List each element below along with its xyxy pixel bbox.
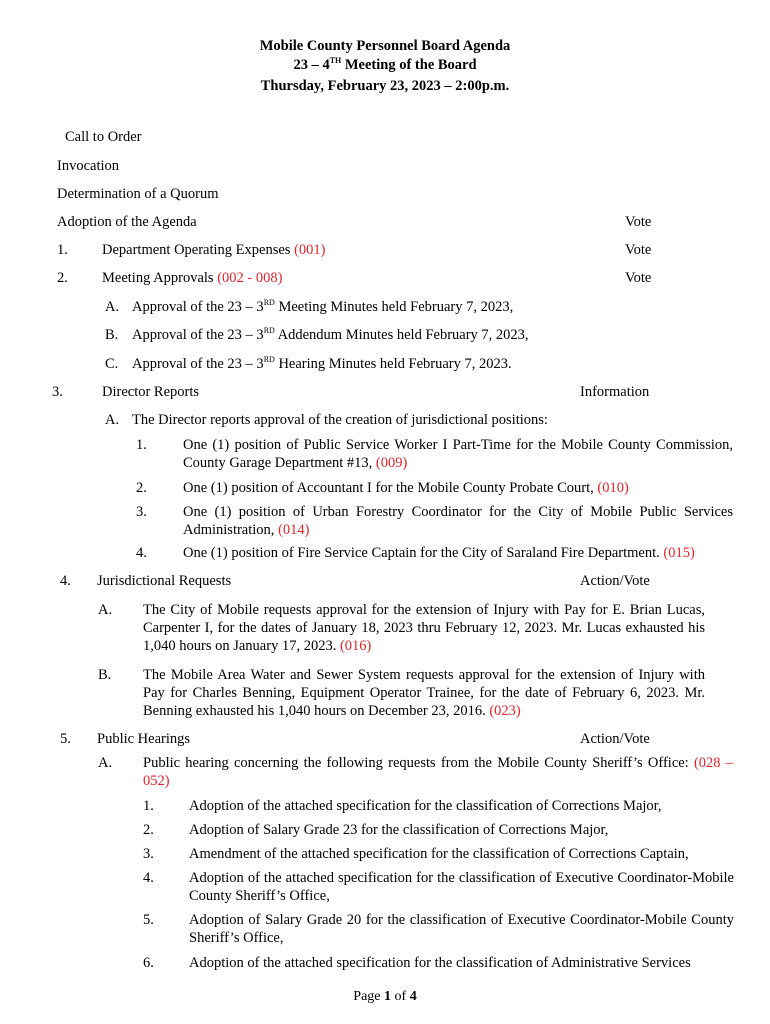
hearing-text: Adoption of Salary Grade 23 for the classification of Corrections Major, [189, 822, 609, 838]
request-letter: A. [98, 602, 113, 618]
item-number: 5. [60, 731, 71, 747]
hearing-text: Adoption of the attached specification for the classification of Administrative Services [189, 955, 691, 971]
sub-letter: C. [105, 356, 119, 372]
position-ref: (014) [278, 522, 310, 538]
position-text: One (1) position of Public Service Worker I Part-Time for the Mobile County Commission, County Garage Department #13, (009) [183, 437, 733, 471]
position-number: 3. [136, 504, 147, 520]
item-number: 1. [57, 242, 68, 258]
item-title: Director Reports [102, 384, 200, 400]
hearing-number: 4. [143, 870, 154, 886]
invocation: Invocation [57, 158, 120, 174]
position-number: 1. [136, 437, 147, 453]
minutes-approval: Approval of the 23 – 3RD Hearing Minutes held February 7, 2023. [132, 355, 512, 372]
agenda-title: Mobile County Personnel Board Agenda [259, 38, 511, 54]
hearing-number: 1. [143, 798, 154, 814]
item-number: 2. [57, 270, 68, 286]
quorum: Determination of a Quorum [57, 186, 219, 202]
position-ref: (015) [663, 545, 695, 561]
call-to-order: Call to Order [65, 129, 142, 145]
hearing-text: Adoption of the attached specification for the classification of Corrections Major, [189, 798, 662, 814]
hearing-text: Adoption of Salary Grade 20 for the classification of Executive Coordinator-Mobile County Sheriff’s Office, [189, 912, 734, 946]
item-ref: (001) [294, 242, 326, 258]
minutes-approval: Approval of the 23 – 3RD Addendum Minutes held February 7, 2023, [132, 326, 529, 343]
request-ref: (023) [489, 703, 521, 719]
meeting-date: Thursday, February 23, 2023 – 2:00p.m. [260, 78, 510, 94]
hearing-text: Adoption of the attached specification for the classification of Executive Coordinator-Mobile County Sheriff’s Office, [189, 870, 734, 904]
hearing-number: 6. [143, 955, 154, 971]
position-number: 4. [136, 545, 147, 561]
sub-letter: A. [105, 299, 120, 315]
request-text: The Mobile Area Water and Sewer System requests approval for the extension of Injury with Pay for Charles Benning, Equipment Operator Trainee, for the date of February 6, 2023. Mr. Benning exhausted his 1,040 hours on December 23, 2016. (023) [143, 667, 705, 719]
sub-letter: A. [98, 755, 113, 771]
position-ref: (009) [375, 455, 408, 471]
hearing-text: Amendment of the attached specification for the classification of Corrections Captain, [189, 846, 689, 862]
position-text: One (1) position of Fire Service Captain for the City of Saraland Fire Department. (015) [183, 545, 695, 561]
minutes-approval: Approval of the 23 – 3RD Meeting Minutes held February 7, 2023, [132, 298, 514, 315]
public-hearing-text: Public hearing concerning the following requests from the Mobile County Sheriff’s Office: (028 – 052) [143, 755, 733, 789]
position-number: 2. [136, 480, 147, 496]
position-text: One (1) position of Urban Forestry Coordinator for the City of Mobile Public Services Administration, (014) [183, 504, 733, 538]
item-action: Vote [625, 242, 652, 258]
item-number: 4. [60, 573, 71, 589]
hearing-number: 3. [143, 846, 154, 862]
item-title: Jurisdictional Requests [97, 573, 232, 589]
hearing-number: 2. [143, 822, 154, 838]
item-action: Vote [625, 270, 652, 286]
sub-letter: A. [105, 412, 120, 428]
director-report-text: The Director reports approval of the creation of jurisdictional positions: [132, 412, 548, 428]
item-number: 3. [52, 384, 63, 400]
adoption-of-agenda: Adoption of the Agenda [57, 214, 197, 230]
meeting-number: 23 – 4TH Meeting of the Board [293, 56, 477, 73]
item-title: Meeting Approvals (002 - 008) [102, 270, 283, 286]
hearing-number: 5. [143, 912, 154, 928]
page-number: Page 1 of 4 [353, 989, 417, 1004]
item-action: Information [580, 384, 650, 400]
request-ref: (016) [339, 638, 372, 654]
position-text: One (1) position of Accountant I for the Mobile County Probate Court, (010) [183, 480, 629, 496]
position-ref: (010) [597, 480, 629, 496]
item-title: Public Hearings [97, 731, 191, 747]
item-ref: (002 - 008) [217, 270, 283, 286]
hearing-ref: (028 – 052) [143, 755, 733, 789]
item-action: Action/Vote [580, 573, 650, 589]
request-letter: B. [98, 667, 112, 683]
sub-letter: B. [105, 327, 119, 343]
item-title: Department Operating Expenses (001) [102, 242, 326, 258]
item-action: Action/Vote [580, 731, 650, 747]
adoption-action: Vote [625, 214, 652, 230]
request-text: The City of Mobile requests approval for the extension of Injury with Pay for E. Brian Lucas, Carpenter I, for the dates of January 18, 2023 thru February 12, 2023. Mr. Lucas exhausted his 1,040 hours on January 17, 2023. (016) [143, 602, 705, 654]
